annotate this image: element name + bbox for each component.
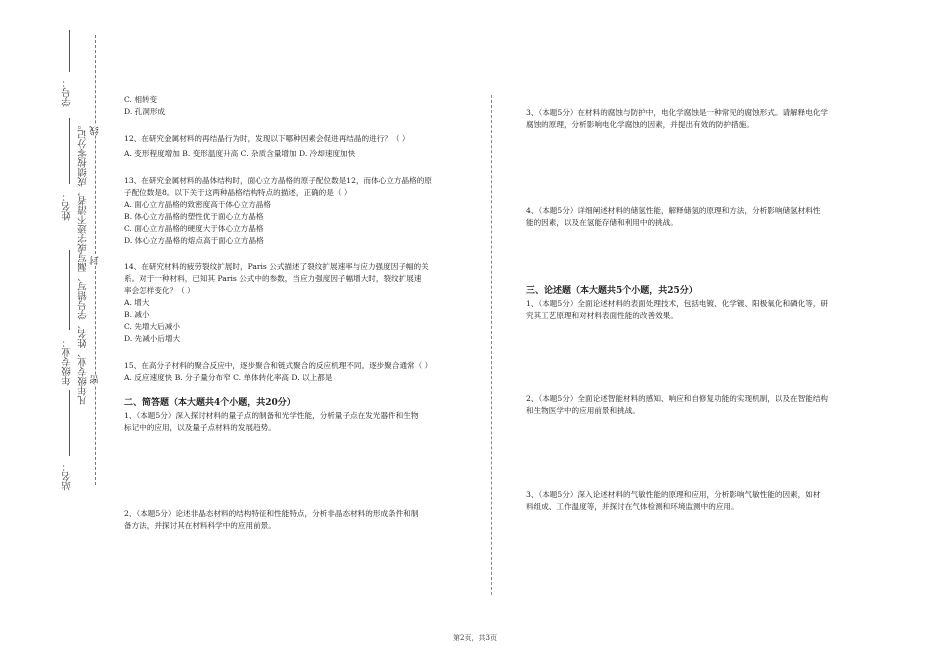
name-label: 姓名： [62,192,73,221]
q11-option-c: C. 相转变 [124,95,158,104]
name-line [69,118,70,184]
seal-char-xian: 线 [90,126,101,136]
essay-3-line2: 料组成、工作温度等，并探讨在气体检测和环境监测中的应用。 [526,502,739,511]
q14-text-line3: 率会怎样变化？（ ） [124,286,195,295]
right-column [526,107,886,513]
q14-option-a: A. 增大 [124,298,150,307]
q14-option-d: D. 先减小后增大 [124,334,181,343]
q11-option-d: D. 孔洞形成 [124,107,166,116]
q13-option-d: D. 体心立方晶格的熔点高于面心立方晶格 [124,236,264,245]
column-divider [491,95,492,595]
q14-text-line1: 14、在研究材料的疲劳裂纹扩展时，Paris 公式描述了裂纹扩展速率与应力强度因子幅的关 [124,262,429,271]
q13-text-line2: 子配位数是8。以下关于这两种晶格结构特点的描述，正确的是（ ） [124,188,352,197]
q15-text: 15、在高分子材料的聚合反应中，逐步聚合和链式聚合的反应机理不同。逐步聚合通常（ ） [124,361,433,370]
exam-site-line [69,390,70,456]
student-id-line [69,30,70,72]
q12-text: 12、在研究金属材料的再结晶行为时，发现以下哪种因素会促进再结晶的进行？（ ） [124,134,410,143]
q13-text-line1: 13、在研究金属材料的晶体结构时，面心立方晶格的原子配位数是12，而体心立方晶格的原 [124,176,432,185]
essay-1-line1: 1、（本题5分）全面论述材料的表面处理技术，包括电镀、化学镀、阳极氧化和磷化等，研 [526,299,829,308]
short-answer-4-line1: 4、（本题5分）详细阐述材料的储氢性能，解释储氢的原理和方法，分析影响储氢材料性 [526,206,821,215]
q14-text-line2: 系。对于一种材料，已知其 Paris 公式中的参数，当应力强度因子幅增大时，裂纹扩展速 [124,274,422,283]
short-answer-1-line1: 1、（本题5分）深入探讨材料的量子点的制备和光学性能，分析量子点在发光器件和生物 [124,411,419,420]
q13-option-a: A. 面心立方晶格的致密度高于体心立方晶格 [124,200,271,209]
short-answer-4-line2: 能的因素，以及在氢能存储和利用中的挑战。 [526,218,678,227]
essay-2-line1: 2、（本题5分）全面论述智能材料的感知、响应和自修复功能的实现机制，以及在智能结构 [526,394,829,403]
notice-text: 凡年级专业、姓名、学号错写、漏写或字迹不清者，成绩按零分记。 [78,120,89,405]
page-number: 第2页，共3页 [453,634,497,642]
q13-option-c: C. 面心立方晶格的硬度大于体心立方晶格 [124,224,264,233]
section2-title: 二、简答题（本大题共4个小题，共20分） [124,398,296,408]
essay-2-line2: 和生物医学中的应用前景和挑战。 [526,406,640,415]
short-answer-1-line2: 标记中的应用，以及量子点材料的发展趋势。 [124,423,276,432]
seal-char-feng: 封 [90,256,101,266]
q13-option-b: B. 体心立方晶格的塑性优于面心立方晶格 [124,212,264,221]
left-column [124,94,484,532]
student-id-label: 学号： [62,78,73,107]
short-answer-2-line1: 2、（本题5分）论述非晶态材料的结构特征和性能特点，分析非晶态材料的形成条件和制 [124,509,419,518]
essay-1-line2: 究其工艺原理和对材料表面性能的改善效果。 [526,311,678,320]
q15-options: A. 反应速度快 B. 分子量分布窄 C. 单体转化率高 D. 以上都是 [124,373,333,382]
q12-options: A. 变形程度增加 B. 变形温度升高 C. 杂质含量增加 D. 冷却速度加快 [124,149,356,158]
short-answer-3-line1: 3、（本题5分）在材料的腐蚀与防护中，电化学腐蚀是一种常见的腐蚀形式。请解释电化学 [526,108,829,117]
essay-3-line1: 3、（本题5分）深入论述材料的气敏性能的原理和应用，分析影响气敏性能的因素，如材 [526,490,821,499]
binding-strip [55,30,105,490]
section3-title: 三、论述题（本大题共5个小题，共25分） [526,286,698,296]
q14-option-c: C. 先增大后减小 [124,322,180,331]
major-line [69,250,70,330]
short-answer-2-line2: 备方法，并探讨其在材料科学中的应用前景。 [124,521,276,530]
seal-char-mi: 密 [90,375,101,385]
major-label: 年级专业： [62,338,73,386]
short-answer-3-line2: 腐蚀的原理，分析影响电化学腐蚀的因素，并提出有效的防护措施。 [526,120,754,129]
q14-option-b: B. 减小 [124,310,150,319]
exam-site-label: 站名： [62,462,73,491]
